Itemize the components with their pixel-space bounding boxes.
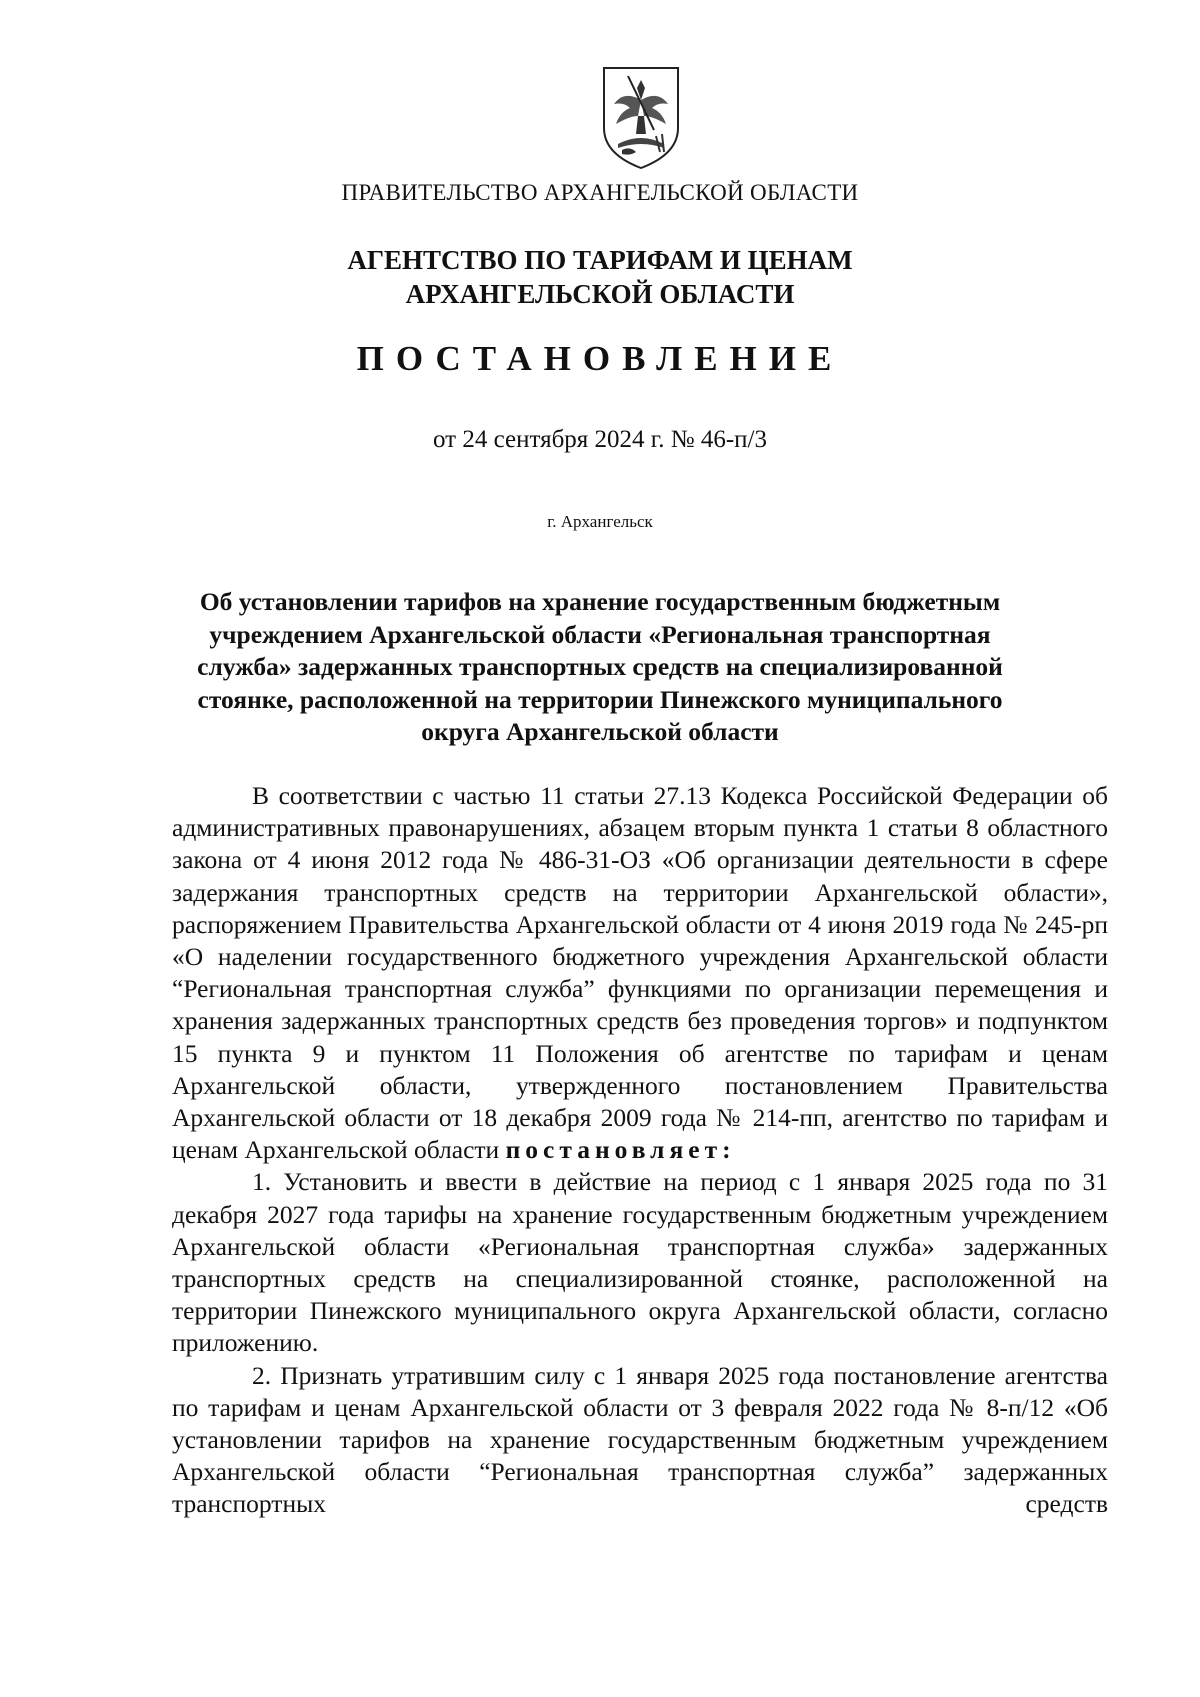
document-subject: Об установлении тарифов на хранение государственным бюджетным учреждением Архангельской области «Региональная транспортная служба» задержанных транспортных средств на специализированной стоянке, расположенной на территории Пинежского муниципального округа Архангельской области	[197, 587, 1003, 746]
preamble-text: В соответствии с частью 11 статьи 27.13 Кодекса Российской Федерации об административных правонарушениях, абзацем вторым пункта 1 статьи 8 областного закона от 4 июня 2012 года № 486-31-ОЗ «Об организации деятельности в сфере задержания транспортных средств на территории Архангельской области», распоряжением Правительства Архангельской области от 4 июня 2019 года № 245-рп «О наделении государственного бюджетного учреждения Архангельской области “Региональная транспортная служба” функциями по организации перемещения и хранения задержанных транспортных средств без проведения торгов» и подпунктом 15 пункта 9 и пунктом 11 Положения об агентстве по тарифам и ценам Архангельской области, утвержденного постановлением Правительства Архангельской области от 18 декабря 2009 года № 214-пп, агентство по тарифам и ценам Архангельской области	[172, 781, 1108, 1165]
document-date-number: от 24 сентября 2024 г. № 46-п/3	[433, 426, 767, 453]
decree-word: постановляет:	[505, 1135, 736, 1165]
item-1-paragraph: 1. Установить и ввести в действие на период с 1 января 2025 года по 31 декабря 2027 года тарифы на хранение государственным бюджетным учреждением Архангельской области «Региональная транспортная служба» задержанных транспортных средств на специализированной стоянке, расположенной на территории Пинежского муниципального округа Архангельской области, согласно приложению.	[172, 1167, 1108, 1358]
agency-name	[0, 243, 1200, 311]
document-body	[172, 780, 1108, 1521]
document-city: г. Архангельск	[547, 512, 653, 531]
preamble-paragraph	[172, 780, 1108, 1166]
agency-name-line-1: АГЕНТСТВО ПО ТАРИФАМ И ЦЕНАМ	[347, 245, 853, 275]
agency-name-line-2: АРХАНГЕЛЬСКОЙ ОБЛАСТИ	[405, 279, 795, 309]
coat-of-arms-icon	[602, 66, 680, 170]
document-title: ПОСТАНОВЛЕНИЕ	[356, 339, 844, 378]
item-2-paragraph: 2. Признать утратившим силу с 1 января 2025 года постановление агентства по тарифам и ценам Архангельской области от 3 февраля 2022 года № 8-п/12 «Об установлении тарифов на хранение государственным бюджетным учреждением Архангельской области “Региональная транспортная служба” задержанных транспортных средств	[172, 1360, 1108, 1519]
government-name: ПРАВИТЕЛЬСТВО АРХАНГЕЛЬСКОЙ ОБЛАСТИ	[341, 180, 859, 205]
